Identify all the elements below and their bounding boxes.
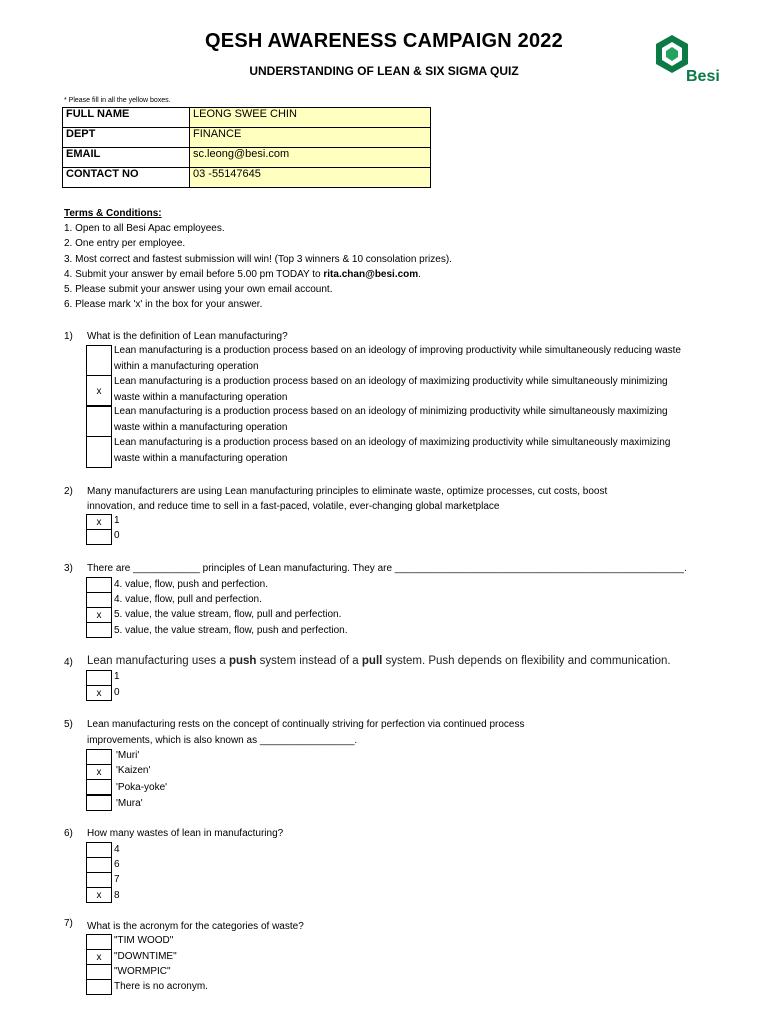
- answer-checkbox[interactable]: [86, 749, 112, 765]
- answer-checkbox[interactable]: x: [86, 514, 112, 530]
- info-table: [62, 107, 431, 188]
- field-label: FULL NAME: [63, 108, 190, 128]
- answer-option: "DOWNTIME": [114, 951, 177, 962]
- question-text: There are ____________ principles of Lean manufacturing. They are ____________________________________________________.: [87, 563, 687, 574]
- answer-option: 5. value, the value stream, flow, pull and perfection.: [114, 609, 342, 620]
- answer-option: 5. value, the value stream, flow, push and perfection.: [114, 625, 348, 636]
- answer-checkbox[interactable]: [86, 964, 112, 980]
- answer-checkbox[interactable]: [86, 842, 112, 858]
- question-number: 2): [64, 486, 73, 497]
- question-keyword: push: [228, 655, 257, 667]
- answer-checkbox[interactable]: x: [86, 887, 112, 903]
- full-name-field[interactable]: LEONG SWEE CHIN: [190, 108, 431, 128]
- terms-item: [64, 267, 452, 282]
- answer-checkbox[interactable]: [86, 406, 112, 437]
- answer-option: Lean manufacturing is a production process based on an ideology of improving productivity while simultaneously reducing waste within a manufacturing operation: [114, 345, 681, 372]
- question-text-part: system. Push depends on flexibility and communication.: [382, 655, 671, 667]
- answer-checkbox[interactable]: [86, 779, 112, 795]
- question-number: 6): [64, 828, 73, 839]
- answer-option: Lean manufacturing is a production process based on an ideology of maximizing productivity while simultaneously maximizing waste within a manufacturing operation: [114, 437, 671, 464]
- answer-checkbox[interactable]: x: [86, 375, 112, 406]
- answer-checkbox[interactable]: x: [86, 764, 112, 780]
- question-text: What is the acronym for the categories of waste?: [87, 921, 304, 932]
- answer-option: 'Kaizen': [116, 765, 151, 776]
- terms-item: 6. Please mark 'x' in the box for your answer.: [64, 299, 263, 311]
- question-number: 4): [64, 657, 73, 668]
- info-row: [63, 108, 431, 128]
- answer-checkbox[interactable]: [86, 529, 112, 545]
- terms-email-link[interactable]: rita.chan@besi.com: [323, 268, 419, 280]
- question-text-part: Lean manufacturing uses a: [87, 655, 229, 667]
- question-text: What is the definition of Lean manufacturing?: [87, 331, 288, 342]
- info-row: [63, 168, 431, 188]
- logo-text: Besi: [686, 68, 720, 85]
- answer-option: "TIM WOOD": [114, 935, 174, 946]
- answer-checkbox[interactable]: [86, 934, 112, 950]
- answer-option: 8: [114, 890, 120, 901]
- page-title: QESH AWARENESS CAMPAIGN 2022: [205, 30, 563, 52]
- answer-option: 0: [114, 687, 120, 698]
- answer-checkbox[interactable]: [86, 795, 112, 811]
- terms-item: 5. Please submit your answer using your own email account.: [64, 284, 333, 296]
- terms-email-suffix: .: [418, 268, 421, 280]
- answer-option: 4: [114, 844, 120, 855]
- answer-checkbox[interactable]: [86, 345, 112, 376]
- terms-item: 3. Most correct and fastest submission will win! (Top 3 winners & 10 consolation prizes).: [64, 253, 452, 265]
- answer-option: 1: [114, 671, 120, 682]
- page-subtitle: UNDERSTANDING OF LEAN & SIX SIGMA QUIZ: [249, 64, 519, 78]
- answer-checkbox[interactable]: [86, 436, 112, 468]
- answer-checkbox[interactable]: x: [86, 685, 112, 701]
- terms-heading: Terms & Conditions:: [64, 208, 162, 219]
- question-text: innovation, and reduce time to sell in a fast-paced, volatile, ever-changing global marketplace: [87, 501, 500, 512]
- answer-checkbox[interactable]: x: [86, 607, 112, 623]
- question-number: 3): [64, 563, 73, 574]
- info-row: [63, 148, 431, 168]
- field-label: CONTACT NO: [63, 168, 190, 188]
- answer-option: 0: [114, 530, 120, 541]
- question-text-part: system instead of a: [256, 655, 362, 667]
- terms-item: 1. Open to all Besi Apac employees.: [64, 223, 225, 235]
- answer-option: 'Poka-yoke': [116, 782, 168, 793]
- answer-checkbox[interactable]: x: [86, 949, 112, 965]
- question-text: improvements, which is also known as _________________.: [87, 735, 358, 746]
- question-number: 1): [64, 331, 73, 342]
- terms-item-text: 4. Submit your answer by email before 5.00 pm TODAY to: [64, 268, 324, 280]
- terms-section: [64, 206, 452, 312]
- answer-option: 'Muri': [116, 750, 140, 761]
- question-number: 7): [64, 918, 73, 929]
- question-keyword: pull: [361, 655, 383, 667]
- info-row: [63, 128, 431, 148]
- question-number: 5): [64, 719, 73, 730]
- answer-checkbox[interactable]: [86, 622, 112, 638]
- field-label: EMAIL: [63, 148, 190, 168]
- question-text: [87, 655, 671, 667]
- answer-checkbox[interactable]: [86, 979, 112, 995]
- fill-note: * Please fill in all the yellow boxes.: [64, 97, 171, 104]
- terms-item: 2. One entry per employee.: [64, 238, 186, 250]
- answer-option: There is no acronym.: [114, 981, 208, 992]
- answer-option: 7: [114, 874, 120, 885]
- field-label: DEPT: [63, 128, 190, 148]
- contact-field[interactable]: 03 -55147645: [190, 168, 431, 188]
- answer-checkbox[interactable]: [86, 592, 112, 608]
- question-text: How many wastes of lean in manufacturing?: [87, 828, 284, 839]
- answer-checkbox[interactable]: [86, 577, 112, 593]
- email-field[interactable]: sc.leong@besi.com: [190, 148, 431, 168]
- answer-option: 1: [114, 515, 120, 526]
- answer-option: 'Mura': [116, 798, 143, 809]
- question-text: Many manufacturers are using Lean manufacturing principles to eliminate waste, optimize processes, cut costs, boost: [87, 486, 608, 497]
- answer-option: Lean manufacturing is a production process based on an ideology of maximizing productivity while simultaneously minimizing waste within a manufacturing operation: [114, 376, 668, 403]
- question-text: Lean manufacturing rests on the concept of continually striving for perfection via continued process: [87, 719, 525, 730]
- answer-option: 4. value, flow, push and perfection.: [114, 579, 268, 590]
- answer-option: 6: [114, 859, 120, 870]
- answer-checkbox[interactable]: [86, 857, 112, 873]
- answer-checkbox[interactable]: [86, 670, 112, 686]
- answer-checkbox[interactable]: [86, 872, 112, 888]
- answer-option: "WORMPIC": [114, 966, 171, 977]
- dept-field[interactable]: FINANCE: [190, 128, 431, 148]
- answer-option: Lean manufacturing is a production process based on an ideology of minimizing productivity while simultaneously maximizing waste within a manufacturing operation: [114, 406, 668, 433]
- answer-option: 4. value, flow, pull and perfection.: [114, 594, 262, 605]
